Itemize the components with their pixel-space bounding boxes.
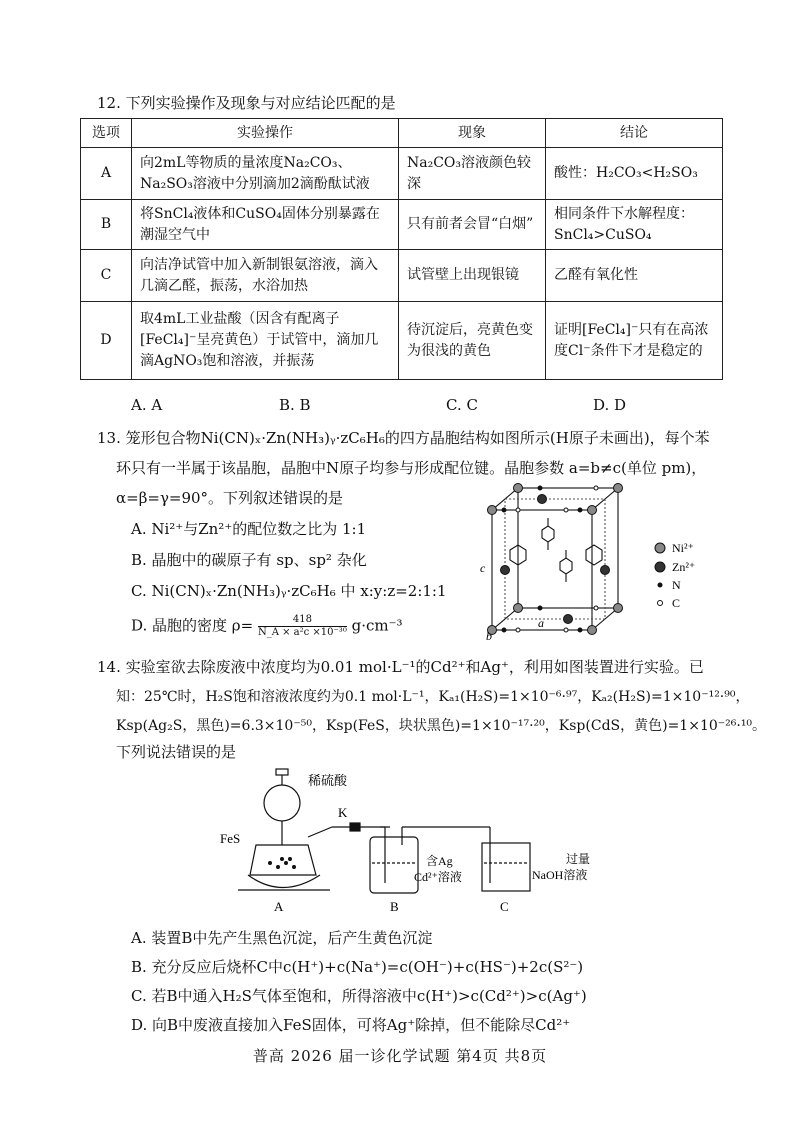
q14-option-a[interactable]: A. 装置B中先产生黑色沉淀，后产生黄色沉淀 (131, 929, 433, 947)
benzene-ring-center-bottom (560, 558, 572, 574)
label-dilute-sulfuric-acid: 稀硫酸 (308, 773, 348, 788)
q14-option-d[interactable]: D. 向B中废液直接加入FeS固体，可将Ag⁺除掉，但不能除尽Cd²⁺ (131, 1016, 571, 1034)
choice-a[interactable]: A. A (131, 396, 163, 414)
row-operation: 将SnCl₄液体和CuSO₄固体分别暴露在潮湿空气中 (132, 200, 399, 250)
header-operation: 实验操作 (132, 119, 399, 148)
legend-n-label: N (672, 578, 681, 592)
n-atom (578, 508, 582, 512)
row-conclusion: 证明[FeCl₄]⁻只有在高浓度Cl⁻条件下才是稳定的 (546, 302, 723, 380)
header-phenomenon: 现象 (399, 119, 546, 148)
legend-c-label: C (672, 596, 681, 610)
density-fraction (258, 614, 347, 639)
n-atom (538, 486, 542, 490)
ni-atom (614, 604, 623, 613)
label-device-c: C (500, 899, 509, 914)
q13-option-d[interactable] (131, 614, 403, 639)
label-b-content-2: Cd²⁺溶液 (414, 870, 462, 884)
table-row (81, 148, 723, 200)
q13-option-a[interactable]: A. Ni²⁺与Zn²⁺的配位数之比为 1:1 (131, 520, 367, 538)
q14-option-b[interactable]: B. 充分反应后烧杯C中c(H⁺)+c(Na⁺)=c(OH⁻)+c(HS⁻)+2c(S²⁻) (131, 958, 584, 976)
row-conclusion: 乙醛有氧化性 (546, 250, 723, 302)
row-conclusion: 相同条件下水解程度：SnCl₄>CuSO₄ (546, 200, 723, 250)
q13-option-b[interactable]: B. 晶胞中的碳原子有 sp、sp² 杂化 (131, 551, 367, 569)
legend-zn-label: Zn²⁺ (672, 560, 696, 574)
row-operation: 取4mL工业盐酸（因含有配离子[FeCl₄]⁻呈亮黄色）于试管中，滴加几滴AgNO₃饱和溶液，并振荡 (132, 302, 399, 380)
label-b-content-1: 含Ag (426, 854, 453, 868)
row-option: D (81, 302, 132, 380)
washing-bottle-b (370, 837, 418, 893)
ni-atom (588, 506, 597, 515)
ni-atom (514, 484, 523, 493)
c-atom (516, 628, 520, 632)
c-atom (564, 508, 568, 512)
row-conclusion: 酸性：H₂CO₃<H₂SO₃ (546, 148, 723, 200)
n-atom (578, 628, 582, 632)
fraction-denominator: N_A × a²c ×10⁻³⁰ (257, 627, 347, 638)
header-conclusion: 结论 (546, 119, 723, 148)
fraction-numerator: 418 (258, 614, 347, 627)
row-phenomenon: 待沉淀后，亮黄色变为很浅的黄色 (399, 302, 546, 380)
legend-n-symbol (658, 583, 663, 588)
row-phenomenon: Na₂CO₃溶液颜色较深 (399, 148, 546, 200)
row-option: B (81, 200, 132, 250)
row-phenomenon: 试管壁上出现银镜 (399, 250, 546, 302)
q13-option-c[interactable]: C. Ni(CN)ₓ·Zn(NH₃)ᵧ·zC₆H₆ 中 x:y:z=2:1:1 (131, 582, 447, 600)
q14-option-c[interactable]: C. 若B中通入H₂S气体至饱和，所得溶液中c(H⁺)>c(Cd²⁺)>c(Ag⁺) (131, 987, 587, 1005)
choice-c[interactable]: C. C (446, 396, 478, 414)
axis-label-a: a (538, 616, 544, 630)
row-operation: 向洁净试管中加入新制银氨溶液，滴入几滴乙醛，振荡，水浴加热 (132, 250, 399, 302)
choice-d[interactable]: D. D (593, 396, 627, 414)
density-prefix: D. 晶胞的密度 ρ= (131, 616, 254, 635)
crystal-cell-diagram (478, 480, 653, 640)
axis-label-c: c (480, 561, 486, 575)
label-fes: FeS (220, 831, 241, 846)
zn-atom (564, 615, 573, 624)
apparatus-diagram (220, 765, 640, 915)
benzene-ring-right (586, 545, 602, 565)
legend-zn-symbol (655, 562, 665, 572)
q12-table (80, 118, 723, 380)
q14-stem-line4: 下列说法错误的是 (116, 743, 237, 761)
beaker-c (482, 843, 530, 891)
row-phenomenon: 只有前者会冒“白烟” (399, 200, 546, 250)
q12-stem: 12. 下列实验操作及现象与对应结论匹配的是 (97, 94, 396, 112)
q13-stem-line2: 环只有一半属于该晶胞，晶胞中N原子均参与形成配位键。晶胞参数 a=b≠c(单位 pm)， (116, 459, 707, 477)
c-atom (516, 508, 520, 512)
choice-b[interactable]: B. B (279, 396, 311, 414)
label-valve-k: K (338, 805, 348, 820)
fes-particles (268, 857, 296, 869)
crystal-legend (652, 540, 732, 620)
legend-ni-symbol (655, 543, 665, 553)
row-option: C (81, 250, 132, 302)
c-atom (564, 628, 568, 632)
density-unit: g·cm⁻³ (351, 616, 403, 635)
label-device-a: A (274, 899, 284, 914)
zn-atom (538, 495, 547, 504)
table-row (81, 200, 723, 250)
c-atom (594, 486, 598, 490)
zn-atom (601, 566, 610, 575)
q13-stem-line1: 13. 笼形包合物Ni(CN)ₓ·Zn(NH₃)ᵧ·zC₆H₆的四方晶胞结构如图所示(H原子未画出)，每个苯 (97, 429, 710, 447)
n-atom (502, 628, 506, 632)
row-option: A (81, 148, 132, 200)
q13-stem-line3: α=β=γ=90°。下列叙述错误的是 (116, 489, 344, 507)
row-operation: 向2mL等物质的量浓度Na₂CO₃、Na₂SO₃溶液中分别滴加2滴酚酞试液 (132, 148, 399, 200)
ni-atom (614, 484, 623, 493)
q14-stem-line2: 知：25℃时，H₂S饱和溶液浓度约为0.1 mol·L⁻¹，Kₐ₁(H₂S)=1×10⁻⁶·⁹⁷，Kₐ₂(H₂S)=1×10⁻¹²·⁹⁰， (116, 689, 750, 705)
header-option: 选项 (81, 119, 132, 148)
table-header-row (81, 119, 723, 148)
separatory-funnel (264, 785, 300, 821)
c-atom (594, 606, 598, 610)
q14-stem-line1: 14. 实验室欲去除废液中浓度均为0.01 mol·L⁻¹的Cd²⁺和Ag⁺，利用如图装置进行实验。已 (97, 658, 704, 676)
label-c-content-2: NaOH溶液 (532, 868, 588, 882)
axis-label-b: b (486, 629, 492, 640)
q14-stem-line3: Ksp(Ag₂S，黑色)=6.3×10⁻⁵⁰，Ksp(FeS，块状黑色)=1×10⁻¹⁷·²⁰，Ksp(CdS，黄色)=1×10⁻²⁶·¹⁰。 (116, 718, 767, 734)
cell-back-face (518, 488, 618, 608)
ni-atom (514, 604, 523, 613)
ni-atom (588, 626, 597, 635)
zn-atom (501, 566, 510, 575)
legend-c-symbol (658, 601, 663, 606)
label-device-b: B (390, 899, 399, 914)
ni-atom (488, 506, 497, 515)
table-row (81, 250, 723, 302)
legend-ni-label: Ni²⁺ (672, 541, 694, 555)
table-row (81, 302, 723, 380)
n-atom (538, 606, 542, 610)
benzene-ring-center-top (542, 526, 554, 542)
page-footer: 普高 2026 届一诊化学试题 第4页 共8页 (252, 1047, 548, 1065)
n-atom (502, 508, 506, 512)
label-c-content-1: 过量 (566, 852, 591, 866)
